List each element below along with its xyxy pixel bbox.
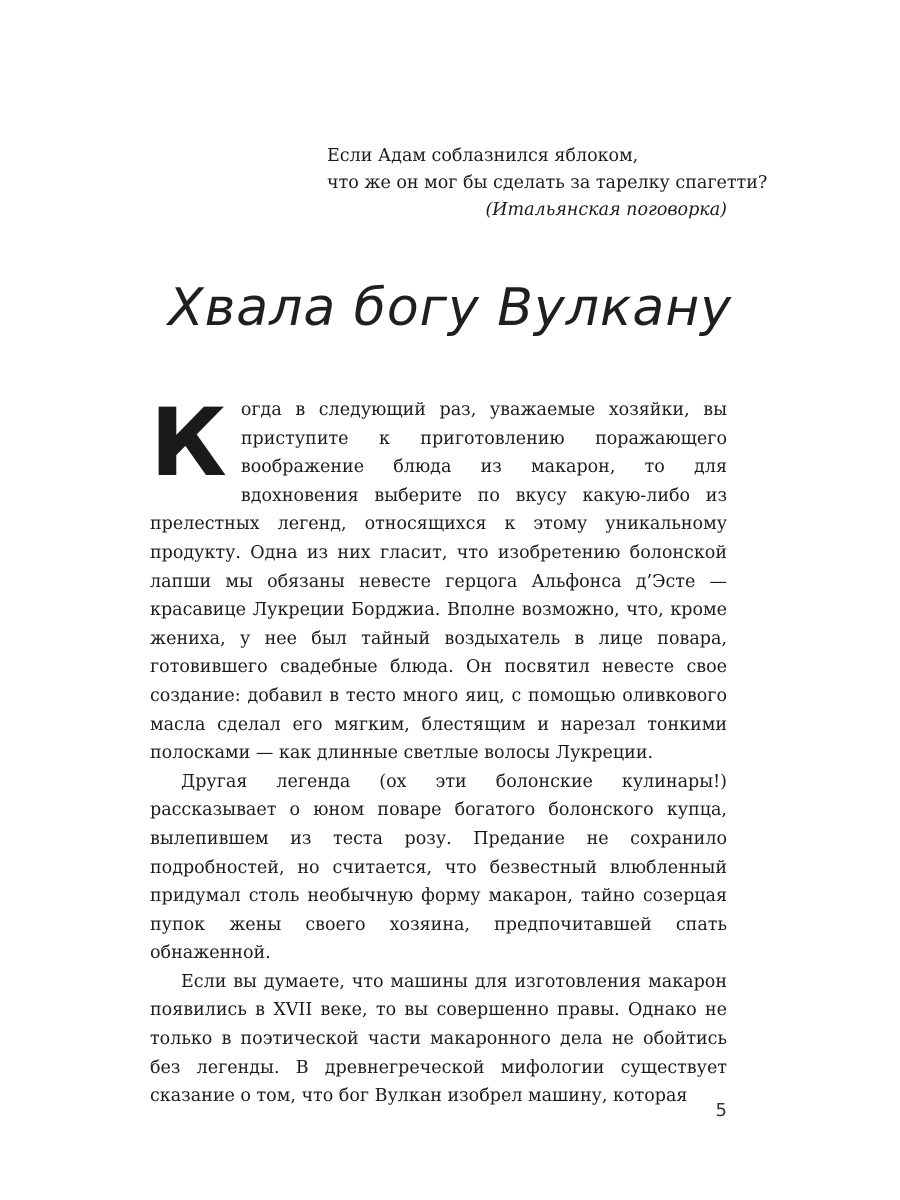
paragraph-3: Если вы думаете, что машины для изготовления макарон появились в XVII веке, то вы совершенно правы. Однако не только в поэтической части макаронного дела не обойтись без легенды. В древнегреческой мифологии существует сказание о том, что бог Вулкан изобрел машину, которая [150, 971, 727, 1107]
page-number: 5 [715, 1100, 727, 1121]
epigraph [327, 143, 768, 224]
paragraph-1 [150, 389, 727, 768]
paragraph-2: Другая легенда (ох эти болонские кулинары!) рассказывает о юном поваре богатого болонского купца, вылепившем из теста розу. Предание не сохранило подробностей, но считается, что безвестный влюбленный придумал столь необычную форму макарон, тайно созерцая пупок жены своего хозяина, предпочитавшей спать обнаженной. [150, 771, 727, 964]
body-text [150, 389, 727, 1111]
chapter-title: Хвала богу Вулкану [168, 278, 732, 338]
drop-cap: К [150, 389, 227, 498]
epigraph-attribution: (Итальянская поговорка) [485, 200, 727, 220]
epigraph-line-1: Если Адам соблазнился яблоком, [327, 146, 639, 166]
epigraph-line-2: что же он мог бы сделать за тарелку спагетти? [327, 173, 768, 193]
paragraph-1-text: огда в следующий раз, уважаемые хозяйки, вы приступите к приготовлению поражающего воображение блюда из макарон, то для вдохновения выберите по вкусу какую-либо из прелестных легенд, относящихся к этому уникальному продукту. Одна из них гласит, что изобретению болонской лапши мы обязаны невесте герцога Альфонса д’Эсте — красавице Лукреции Борджиа. Вполне возможно, что, кроме жениха, у нее был тайный воздыхатель в лице повара, готовившего свадебные блюда. Он посвятил невесте свое создание: добавил в тесто много яиц, с помощью оливкового масла сделал его мягким, блестящим и нарезал тонкими полосками — как длинные светлые волосы Лукреции. [150, 400, 727, 764]
